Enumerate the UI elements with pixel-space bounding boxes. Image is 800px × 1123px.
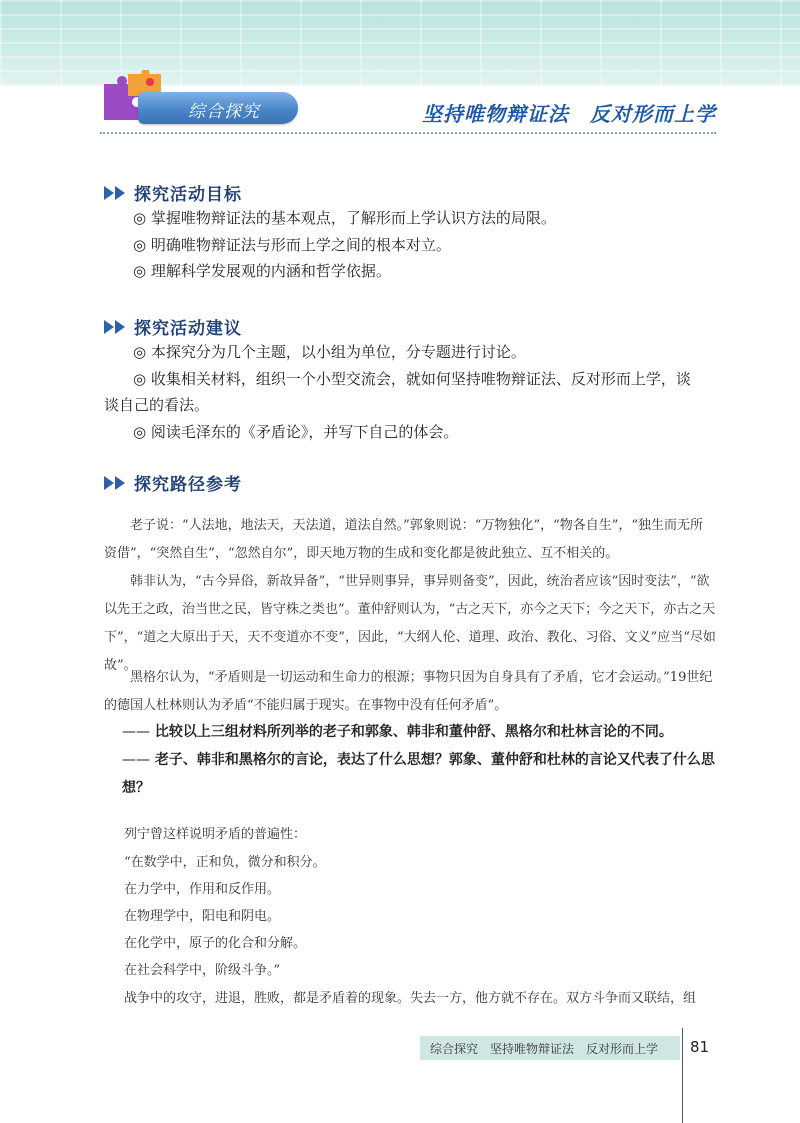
section-tag-label: 综合探究	[188, 102, 260, 122]
list-item: ◎ 收集相关材料，组织一个小型交流会，就如何坚持唯物辩证法、反对形而上学，谈	[133, 370, 691, 388]
section-title: 探究路径参考	[134, 475, 242, 495]
list-item: ◎ 阅读毛泽东的《矛盾论》，并写下自己的体会。	[133, 423, 459, 441]
list-item: ◎ 掌握唯物辩证法的基本观点，了解形而上学认识方法的局限。	[133, 209, 556, 227]
list-item: ◎ 理解科学发展观的内涵和哲学依据。	[133, 262, 391, 280]
list-item-continued: 谈自己的看法。	[104, 396, 210, 414]
question-dash: ——	[122, 724, 150, 740]
double-arrow-icon	[104, 186, 126, 200]
paragraph: 老子说：“人法地，地法天，天法道，道法自然。”郭象则说：“万物独化”，“物各自生”，“独生而无所资借”，“突然自生”，“忽然自尔”，即天地万物的生成和变化都是彼此独立、互不相关的。	[104, 518, 704, 561]
quote-line: 在社会科学中，阶级斗争。”	[124, 963, 281, 978]
footer-divider	[682, 1028, 683, 1123]
section-title: 探究活动目标	[134, 185, 242, 205]
footer-running-title: 综合探究 坚持唯物辩证法 反对形而上学	[430, 1042, 659, 1056]
question-text: 比较以上三组材料所列举的老子和郭象、韩非和董仲舒、黑格尔和杜林言论的不同。	[154, 724, 673, 740]
header-divider	[100, 132, 716, 134]
quote-line: 列宁曾这样说明矛盾的普遍性：	[124, 827, 307, 842]
section-title: 探究活动建议	[134, 319, 242, 339]
double-arrow-icon	[104, 476, 126, 490]
double-arrow-icon	[104, 320, 126, 334]
question-text: 老子、韩非和黑格尔的言论，表达了什么思想？郭象、董仲舒和杜林的言论又代表了什么思想？	[122, 752, 715, 796]
section-goals-heading	[104, 180, 242, 205]
paragraph: 黑格尔认为，“矛盾则是一切运动和生命力的根源；事物只因为自身具有了矛盾，它才会运动。”19世纪的德国人杜林则认为矛盾“不能归属于现实。在事物中没有任何矛盾”。	[104, 670, 713, 713]
quote-line: 在物理学中，阳电和阴电。	[124, 909, 281, 924]
question	[122, 746, 718, 802]
page-number: 81	[690, 1038, 710, 1056]
list-item: ◎ 本探究分为几个主题，以小组为单位，分专题进行讨论。	[133, 343, 526, 361]
section-suggestions-heading	[104, 314, 242, 339]
quote-line: 在力学中，作用和反作用。	[124, 882, 281, 897]
page-title: 坚持唯物辩证法 反对形而上学	[422, 102, 716, 126]
question	[122, 718, 718, 746]
quote-line: 战争中的攻守，进退，胜败，都是矛盾着的现象。失去一方，他方就不存在。双方斗争而又联结，组	[124, 991, 697, 1006]
quote-line: “在数学中，正和负，微分和积分。	[124, 855, 326, 870]
paragraph: 韩非认为，“古今异俗，新故异备”，“世异则事异，事异则备变”，因此，统治者应该“因时变法”，“欲以先王之政，治当世之民，皆守株之类也”。董仲舒则认为，“古之天下，亦今之天下；今之天下，亦古之天下”，“道之大原出于天，天不变道亦不变”，因此，“大纲人伦、道理、政治、教化、习俗、文义”应当“尽如故”。	[104, 574, 716, 673]
quote-line: 在化学中，原子的化合和分解。	[124, 936, 307, 951]
question-dash: ——	[122, 752, 150, 768]
section-path-heading	[104, 470, 242, 495]
list-item: ◎ 明确唯物辩证法与形而上学之间的根本对立。	[133, 236, 451, 254]
